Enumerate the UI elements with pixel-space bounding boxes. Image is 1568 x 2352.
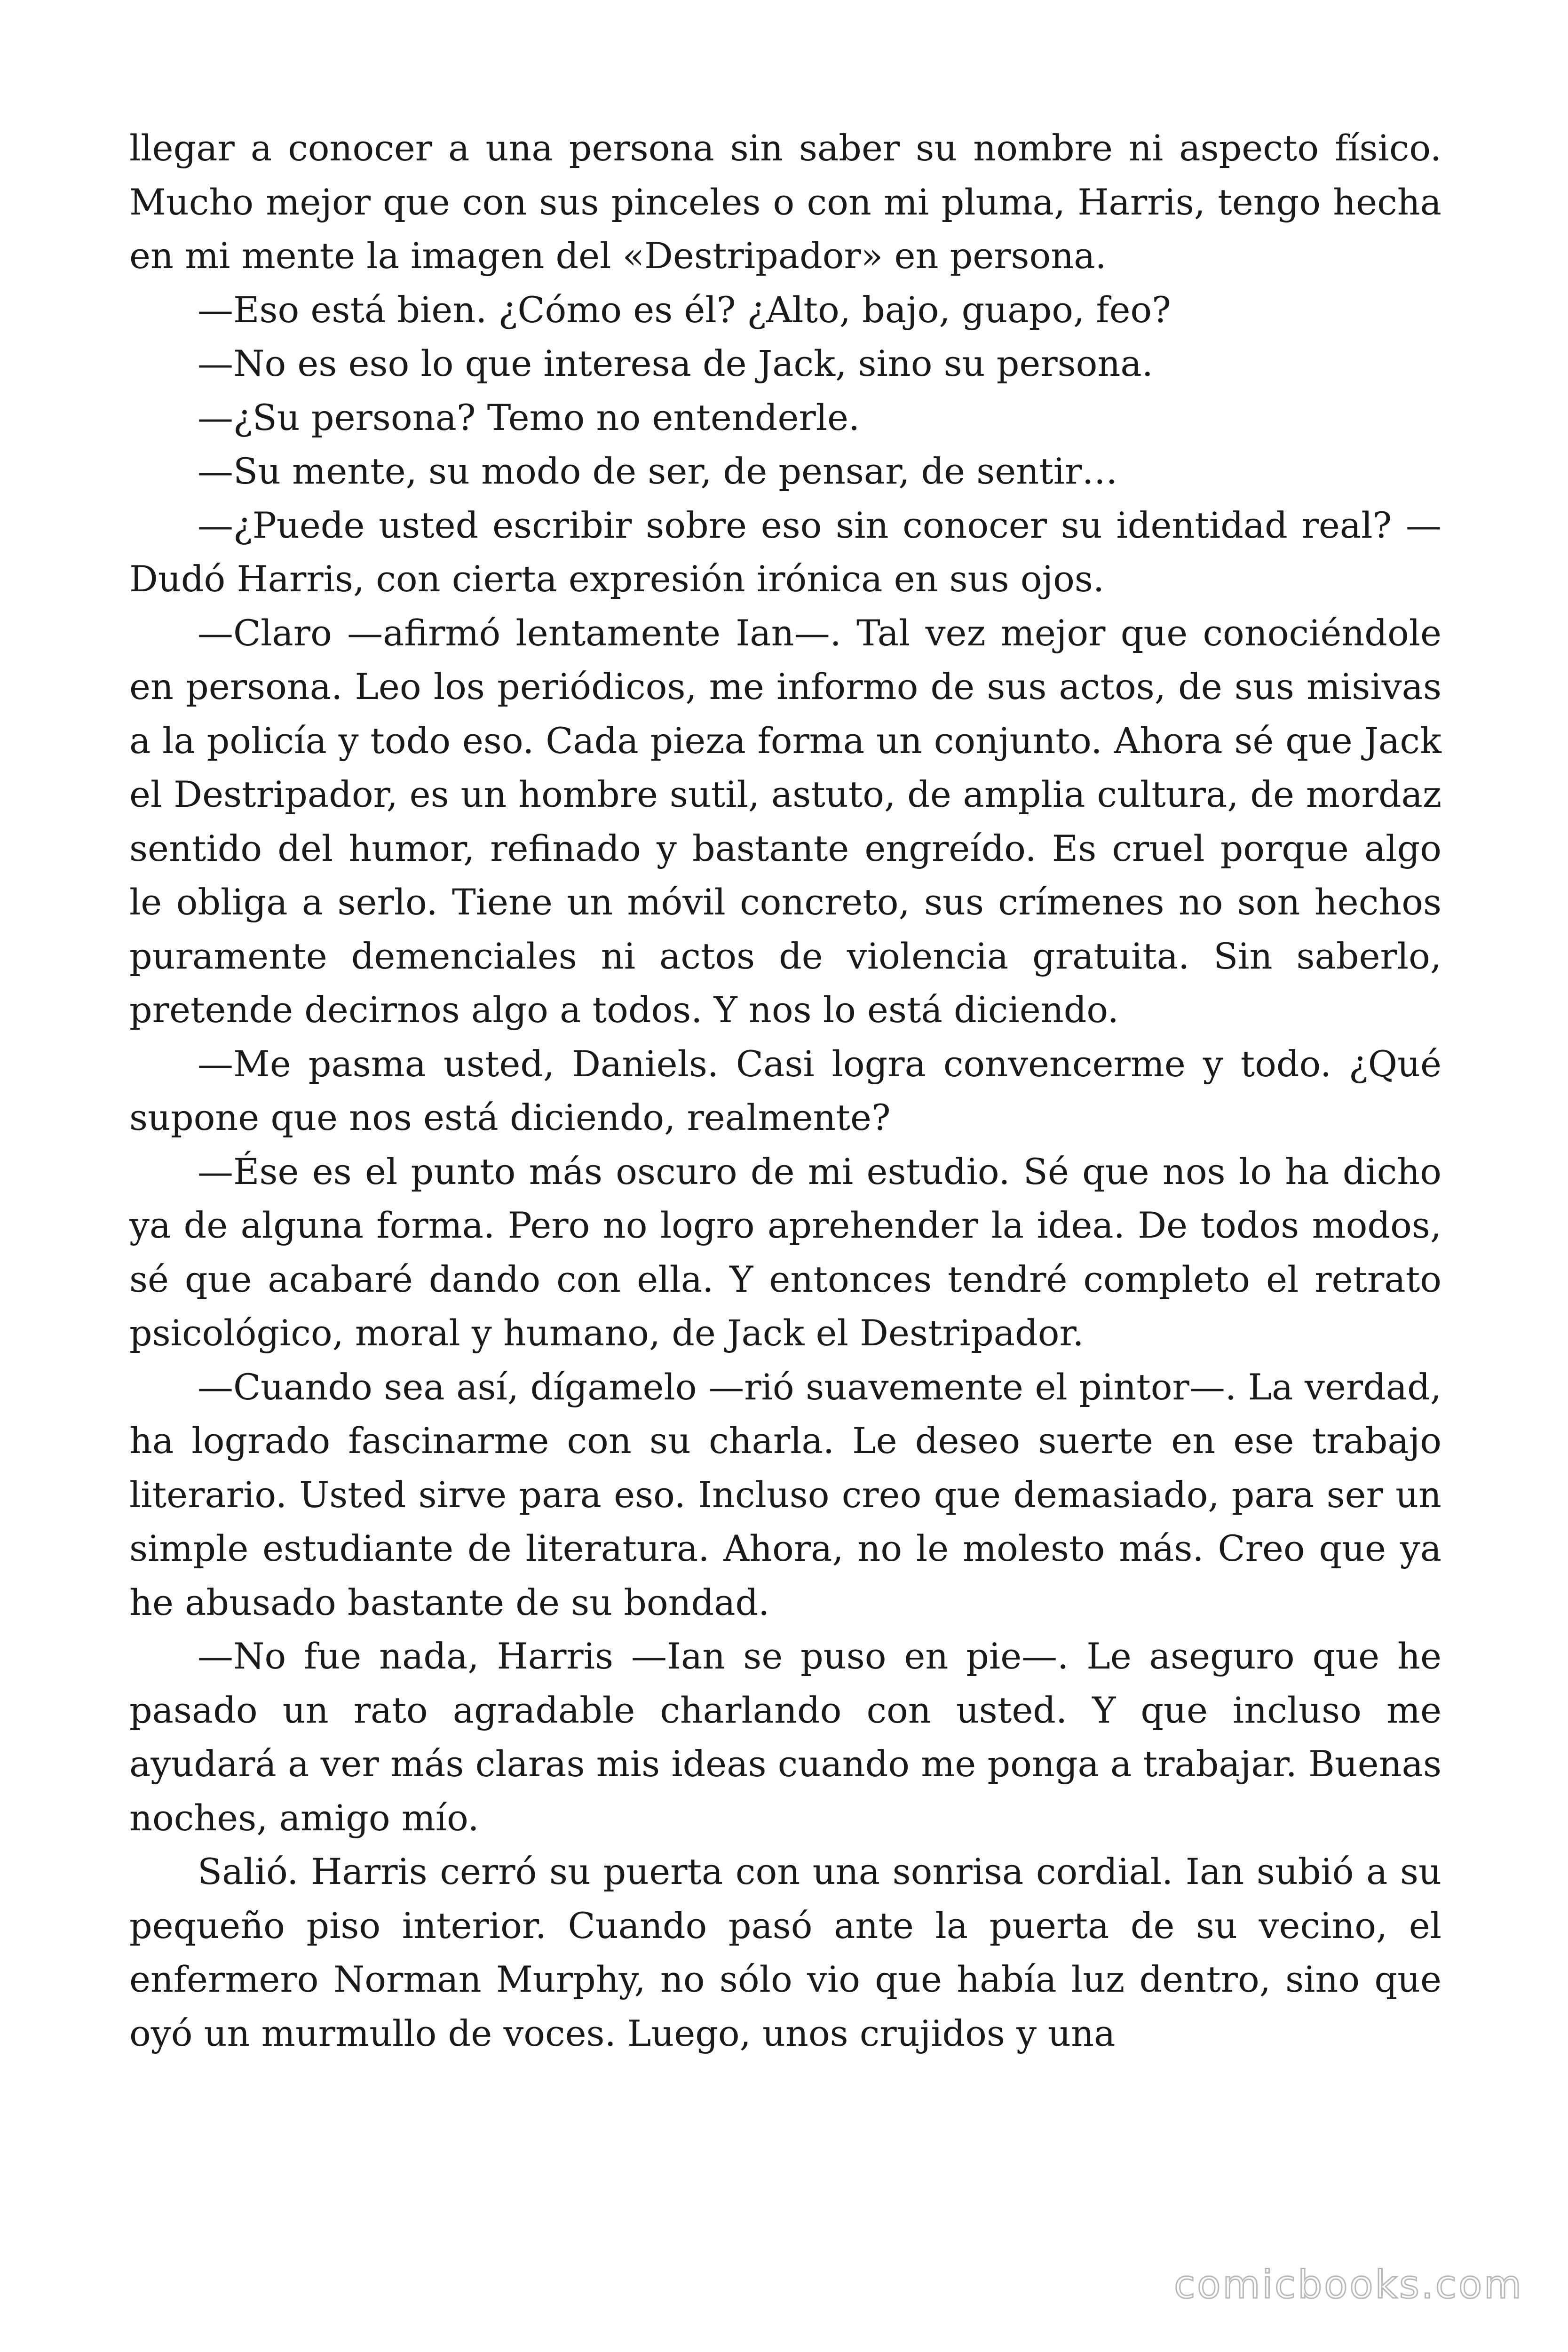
paragraph: —Su mente, su modo de ser, de pensar, de sentir…: [198, 450, 1118, 492]
paragraph: —No es eso lo que interesa de Jack, sino su persona.: [198, 342, 1153, 384]
watermark: comicbooks.com: [1174, 2263, 1523, 2307]
paragraph: —Claro —afirmó lentamente Ian—. Tal vez mejor que conociéndole en persona. Leo los periódicos, me informo de sus actos, de sus misivas a la policía y todo eso. Cada pieza forma un conjunto. Ahora sé que Jack el Destripador, es un hombre sutil, astuto, de amplia cultura, de mordaz sentido del humor, refinado y bastante engreído. Es cruel porque algo le obliga a serlo. Tiene un móvil concreto, sus crímenes no son hechos puramente demenciales ni actos de violencia gratuita. Sin saberlo, pretende decirnos algo a todos. Y nos lo está diciendo.: [129, 612, 1441, 1031]
paragraph: —Me pasma usted, Daniels. Casi logra convencerme y todo. ¿Qué supone que nos está diciendo, realmente?: [129, 1042, 1441, 1138]
paragraph: —¿Puede usted escribir sobre eso sin conocer su identidad real? —Dudó Harris, con cierta expresión irónica en sus ojos.: [129, 504, 1441, 600]
paragraph-continuation: llegar a conocer a una persona sin saber su nombre ni aspecto físico. Mucho mejor que con sus pinceles o con mi pluma, Harris, tengo hecha en mi mente la imagen del «Destripador» en persona.: [129, 127, 1441, 277]
paragraph: Salió. Harris cerró su puerta con una sonrisa cordial. Ian subió a su pequeño piso interior. Cuando pasó ante la puerta de su vecino, el enfermero Norman Murphy, no sólo vio que había luz dentro, sino que oyó un murmullo de voces. Luego, unos crujidos y una: [129, 1851, 1441, 2054]
book-page-text: [129, 121, 1441, 2060]
paragraph: —¿Su persona? Temo no entenderle.: [198, 396, 860, 438]
paragraph: —Eso está bien. ¿Cómo es él? ¿Alto, bajo, guapo, feo?: [198, 288, 1171, 331]
paragraph: —Cuando sea así, dígamelo —rió suavemente el pintor—. La verdad, ha logrado fascinarme con su charla. Le deseo suerte en ese trabajo literario. Usted sirve para eso. Incluso creo que demasiado, para ser un simple estudiante de literatura. Ahora, no le molesto más. Creo que ya he abusado bastante de su bondad.: [129, 1366, 1441, 1623]
paragraph: —Ése es el punto más oscuro de mi estudio. Sé que nos lo ha dicho ya de alguna forma. Pero no logro aprehender la idea. De todos modos, sé que acabaré dando con ella. Y entonces tendré completo el retrato psicológico, moral y humano, de Jack el Destripador.: [129, 1150, 1441, 1354]
paragraph: —No fue nada, Harris —Ian se puso en pie—. Le aseguro que he pasado un rato agradable charlando con usted. Y que incluso me ayudará a ver más claras mis ideas cuando me ponga a trabajar. Buenas noches, amigo mío.: [129, 1635, 1441, 1839]
